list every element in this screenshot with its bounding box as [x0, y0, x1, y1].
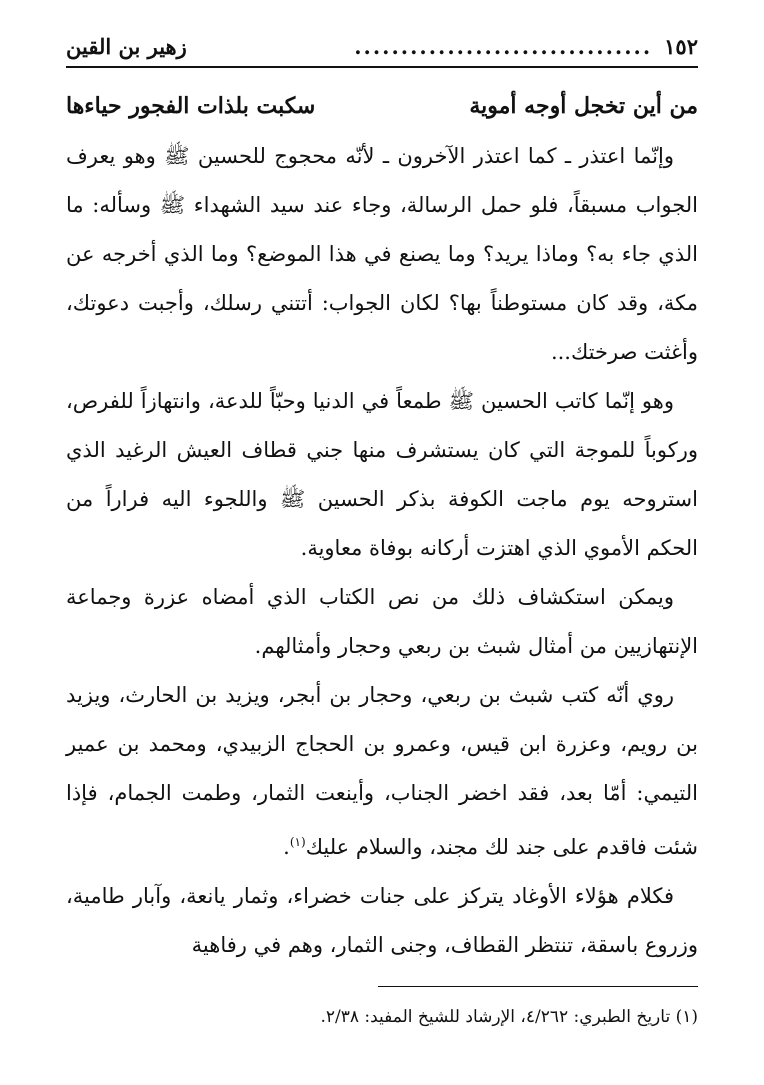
paragraph-tail: .: [283, 835, 290, 859]
paragraph: ويمكن استكشاف ذلك من نص الكتاب الذي أمضاه عزرة وجماعة الإنتهازيين من أمثال شبث بن ربعي وحجار وأمثالهم.: [66, 585, 698, 658]
paragraph-with-footnote: [66, 671, 698, 872]
poetry-verse: [66, 88, 698, 124]
paragraph: وإنّما اعتذر ـ كما اعتذر الآخرون ـ لأنّه محجوج للحسين ﷺ وهو يعرف الجواب مسبقاً، فلو حمل الرسالة، وجاء عند سيد الشهداء ﷺ وسأله: ما الذي جاء به؟ وماذا يريد؟ وما يصنع في هذا الموضع؟ وما الذي أخرجه عن مكة، وقد كان مستوطناً بها؟ لكان الجواب: أتتني رسلك، وأجبت دعوتك، وأغثت صرختك...: [66, 144, 698, 364]
paragraph: فكلام هؤلاء الأوغاد يتركز على جنات خضراء، وثمار يانعة، وآبار طامية، وزروع باسقة، تنتظر القطاف، وجنى الثمار، وهم في رفاهية: [66, 884, 698, 957]
page-header: [66, 26, 698, 68]
body-text: [66, 132, 698, 970]
verse-first-hemistich: من أين تخجل أوجه أموية: [469, 93, 698, 119]
running-title: زهير بن القين: [66, 33, 187, 59]
footnote: (١) تاريخ الطبري: ٤/٢٦٢، الإرشاد للشيخ المفيد: ٢/٣٨.: [320, 1007, 698, 1027]
verse-second-hemistich: سكبت بلذات الفجور حياءها: [66, 93, 316, 119]
paragraph-text: روي أنّه كتب شبث بن ربعي، وحجار بن أبجر، ويزيد بن الحارث، ويزيد بن رويم، وعزرة ابن قيس، وعمرو بن الحجاج الزبيدي، ومحمد بن عمير التيمي: أمّا بعد، فقد اخضر الجناب، وأينعت الثمار، وطمت الجمام، فإذا شئت فاقدم على جند لك مجند، والسلام عليك: [66, 683, 698, 859]
footnote-reference[interactable]: (١): [289, 835, 306, 849]
paragraph: وهو إنّما كاتب الحسين ﷺ طمعاً في الدنيا وحبّاً للدعة، وانتهازاً للفرص، وركوباً للموجة التي كان يستشرف منها جني قطاف العيش الرغيد الذي استروحه يوم ماجت الكوفة بذكر الحسين ﷺ واللجوء اليه فراراً من الحكم الأموي الذي اهتزت أركانه بوفاة معاوية.: [66, 389, 698, 560]
page-number: ١٥٢: [664, 33, 698, 59]
leader-dots: ................................: [354, 33, 653, 59]
footnote-divider: [378, 986, 698, 987]
